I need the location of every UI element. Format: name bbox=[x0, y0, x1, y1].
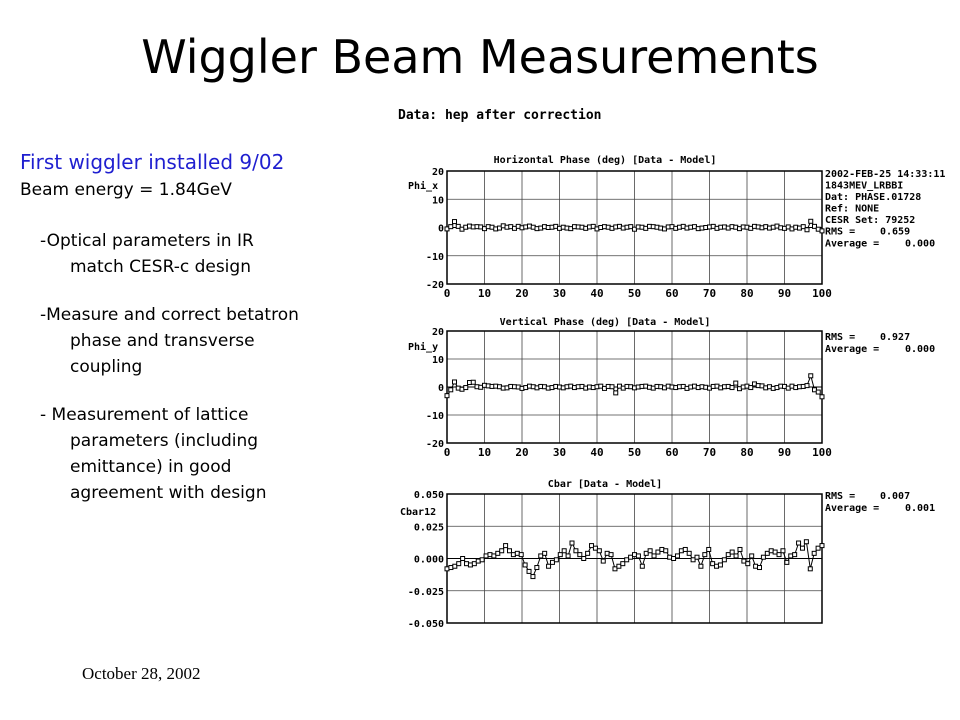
data-point bbox=[558, 553, 562, 557]
y-tick-label: 10 bbox=[431, 195, 444, 207]
data-point bbox=[664, 549, 668, 553]
data-point bbox=[808, 567, 812, 571]
x-tick-label: 40 bbox=[590, 287, 604, 300]
data-point bbox=[730, 386, 734, 390]
data-point bbox=[656, 550, 660, 554]
data-point bbox=[471, 380, 475, 384]
data-point bbox=[613, 567, 617, 571]
data-point bbox=[511, 553, 515, 557]
data-point bbox=[523, 563, 527, 567]
data-point bbox=[496, 551, 500, 555]
rms-label: RMS = bbox=[825, 332, 856, 343]
data-point bbox=[519, 553, 523, 557]
data-point bbox=[453, 564, 457, 568]
data-point bbox=[453, 380, 457, 384]
average-value: 0.001 bbox=[905, 503, 936, 514]
data-point bbox=[609, 553, 613, 557]
data-point bbox=[461, 557, 465, 561]
y-tick-label: 0.050 bbox=[413, 490, 444, 501]
data-point bbox=[683, 547, 687, 551]
data-point bbox=[562, 549, 566, 553]
data-caption: Data: hep after correction bbox=[398, 108, 602, 123]
data-point bbox=[644, 551, 648, 555]
data-point bbox=[773, 550, 777, 554]
x-tick-label: 70 bbox=[702, 446, 717, 459]
y-tick-label: 20 bbox=[431, 327, 444, 338]
y-tick-label: -10 bbox=[425, 251, 444, 263]
data-point bbox=[531, 575, 535, 579]
x-tick-label: 60 bbox=[665, 446, 679, 459]
data-point bbox=[726, 553, 730, 557]
x-tick-label: 30 bbox=[552, 446, 567, 459]
data-point bbox=[816, 546, 820, 550]
data-point bbox=[449, 225, 453, 229]
bullet-line: agreement with design bbox=[70, 483, 267, 503]
data-point bbox=[508, 549, 512, 553]
data-point bbox=[449, 566, 453, 570]
data-point bbox=[722, 558, 726, 562]
x-tick-label: 100 bbox=[812, 446, 832, 459]
data-point bbox=[605, 551, 609, 555]
data-point bbox=[711, 562, 715, 566]
average-value: 0.000 bbox=[905, 238, 936, 250]
bullet-line: coupling bbox=[70, 357, 143, 377]
y-tick-label: 0 bbox=[437, 383, 444, 394]
average-value: 0.000 bbox=[905, 344, 936, 355]
data-point bbox=[675, 554, 679, 558]
x-tick-label: 80 bbox=[740, 446, 754, 459]
data-point bbox=[586, 551, 590, 555]
data-point bbox=[621, 562, 625, 566]
x-tick-label: 0 bbox=[443, 446, 451, 459]
chart-title: Cbar [Data - Model] bbox=[547, 479, 663, 490]
data-point bbox=[582, 557, 586, 561]
x-tick-label: 20 bbox=[515, 287, 529, 300]
bullet-line: phase and transverse bbox=[70, 331, 255, 351]
data-point bbox=[715, 564, 719, 568]
x-tick-label: 0 bbox=[443, 287, 451, 300]
heading-text: First wiggler installed 9/02 bbox=[20, 150, 285, 174]
data-point bbox=[480, 558, 484, 562]
data-point bbox=[777, 553, 781, 557]
data-point bbox=[820, 395, 824, 399]
data-point bbox=[809, 219, 813, 223]
data-point bbox=[472, 562, 476, 566]
average-label: Average = bbox=[825, 503, 880, 514]
data-point bbox=[547, 564, 551, 568]
bullet-line: -Measure and correct betatron bbox=[40, 305, 299, 325]
info-line: 1843MEV_LRBBI bbox=[825, 180, 904, 192]
data-point bbox=[578, 553, 582, 557]
data-point bbox=[445, 567, 449, 571]
data-point bbox=[769, 549, 773, 553]
data-point bbox=[797, 541, 801, 545]
data-point bbox=[453, 220, 457, 224]
y-tick-label: 10 bbox=[431, 355, 444, 366]
data-point bbox=[679, 549, 683, 553]
data-point bbox=[476, 559, 480, 563]
x-tick-label: 60 bbox=[665, 287, 679, 300]
y-axis-label: Phi_x bbox=[408, 181, 439, 192]
data-point bbox=[695, 555, 699, 559]
data-point bbox=[457, 562, 461, 566]
bullet-line: - Measurement of lattice bbox=[40, 405, 249, 425]
x-tick-label: 10 bbox=[477, 287, 492, 300]
data-point bbox=[500, 549, 504, 553]
data-point bbox=[554, 558, 558, 562]
y-tick-label: -20 bbox=[425, 280, 444, 291]
data-point bbox=[543, 551, 547, 555]
data-point bbox=[488, 553, 492, 557]
data-point bbox=[465, 562, 469, 566]
x-tick-label: 90 bbox=[777, 446, 792, 459]
bullet-line: emittance) in good bbox=[70, 457, 232, 477]
data-point bbox=[730, 550, 734, 554]
x-tick-label: 70 bbox=[702, 287, 717, 300]
data-point bbox=[597, 549, 601, 553]
data-point bbox=[566, 554, 570, 558]
data-point bbox=[504, 544, 508, 548]
info-line: Dat: PHASE.01728 bbox=[825, 192, 922, 203]
data-point bbox=[805, 228, 809, 232]
data-point bbox=[781, 549, 785, 553]
y-tick-label: -0.025 bbox=[407, 586, 444, 598]
rms-value: 0.007 bbox=[880, 491, 911, 502]
data-point bbox=[804, 540, 808, 544]
data-point bbox=[793, 553, 797, 557]
data-point bbox=[746, 562, 750, 566]
bullet-line: parameters (including bbox=[70, 431, 259, 451]
data-point bbox=[785, 560, 789, 564]
rms-value: 0.659 bbox=[880, 226, 911, 238]
data-point bbox=[550, 560, 554, 564]
energy-text: Beam energy = 1.84GeV bbox=[20, 180, 232, 200]
data-point bbox=[614, 391, 618, 395]
data-point bbox=[703, 553, 707, 557]
data-point bbox=[699, 564, 703, 568]
rms-value: 0.927 bbox=[880, 332, 911, 343]
x-tick-label: 40 bbox=[590, 446, 604, 459]
y-tick-label: -10 bbox=[425, 411, 444, 422]
data-point bbox=[734, 381, 738, 385]
data-point bbox=[707, 547, 711, 551]
data-point bbox=[640, 564, 644, 568]
data-point bbox=[789, 554, 793, 558]
data-point bbox=[464, 386, 468, 390]
data-point bbox=[820, 544, 824, 548]
data-point bbox=[570, 541, 574, 545]
data-point bbox=[761, 555, 765, 559]
bullet-line: -Optical parameters in IR bbox=[40, 231, 254, 251]
y-tick-label: -20 bbox=[425, 439, 444, 450]
info-line: 2002-FEB-25 14:33:11 bbox=[825, 169, 946, 180]
data-point bbox=[816, 390, 820, 394]
data-point bbox=[738, 547, 742, 551]
average-label: Average = bbox=[825, 238, 880, 250]
data-point bbox=[629, 555, 633, 559]
y-tick-label: 0.025 bbox=[413, 522, 444, 534]
rms-label: RMS = bbox=[825, 226, 856, 238]
data-point bbox=[734, 554, 738, 558]
data-point bbox=[590, 544, 594, 548]
footer-date: October 28, 2002 bbox=[82, 664, 201, 683]
data-point bbox=[672, 557, 676, 561]
data-point bbox=[610, 385, 614, 389]
data-point bbox=[687, 551, 691, 555]
data-point bbox=[809, 374, 813, 378]
data-point bbox=[750, 554, 754, 558]
x-tick-label: 50 bbox=[627, 446, 642, 459]
x-tick-label: 30 bbox=[552, 287, 567, 300]
rms-label: RMS = bbox=[825, 491, 856, 502]
chart-title: Horizontal Phase (deg) [Data - Model] bbox=[493, 155, 717, 166]
data-point bbox=[758, 566, 762, 570]
x-tick-label: 10 bbox=[477, 446, 492, 459]
data-point bbox=[539, 554, 543, 558]
data-point bbox=[765, 551, 769, 555]
data-point bbox=[652, 554, 656, 558]
data-point bbox=[742, 559, 746, 563]
x-tick-label: 90 bbox=[777, 287, 792, 300]
x-tick-label: 100 bbox=[812, 287, 832, 300]
info-line: CESR Set: 79252 bbox=[825, 215, 916, 226]
data-point bbox=[625, 558, 629, 562]
chart-title: Vertical Phase (deg) [Data - Model] bbox=[499, 317, 711, 328]
y-tick-label: 0 bbox=[437, 223, 444, 235]
data-point bbox=[812, 551, 816, 555]
data-point bbox=[668, 555, 672, 559]
data-point bbox=[718, 563, 722, 567]
x-tick-label: 20 bbox=[515, 446, 529, 459]
y-tick-label: 0.000 bbox=[413, 554, 444, 566]
data-point bbox=[445, 394, 449, 398]
data-point bbox=[805, 384, 809, 388]
data-point bbox=[633, 553, 637, 557]
data-point bbox=[515, 551, 519, 555]
data-point bbox=[527, 569, 531, 573]
bullet-line: match CESR-c design bbox=[70, 257, 251, 277]
data-point bbox=[660, 547, 664, 551]
page-title: Wiggler Beam Measurements bbox=[141, 30, 819, 84]
data-point bbox=[449, 388, 453, 392]
data-point bbox=[593, 546, 597, 550]
y-axis-label: Cbar12 bbox=[400, 507, 437, 518]
data-point bbox=[535, 566, 539, 570]
info-line: Ref: NONE bbox=[825, 203, 880, 215]
y-tick-label: -0.050 bbox=[407, 619, 444, 630]
data-point bbox=[617, 564, 621, 568]
data-point bbox=[800, 546, 804, 550]
data-point bbox=[468, 563, 472, 567]
data-point bbox=[492, 554, 496, 558]
y-tick-label: 20 bbox=[431, 167, 444, 178]
y-axis-label: Phi_y bbox=[408, 342, 439, 353]
average-label: Average = bbox=[825, 344, 880, 355]
data-point bbox=[820, 229, 824, 233]
data-point bbox=[648, 549, 652, 553]
data-point bbox=[636, 554, 640, 558]
data-point bbox=[484, 554, 488, 558]
data-point bbox=[601, 559, 605, 563]
data-point bbox=[691, 558, 695, 562]
data-point bbox=[574, 549, 578, 553]
x-tick-label: 50 bbox=[627, 287, 642, 300]
data-point bbox=[754, 564, 758, 568]
x-tick-label: 80 bbox=[740, 287, 754, 300]
